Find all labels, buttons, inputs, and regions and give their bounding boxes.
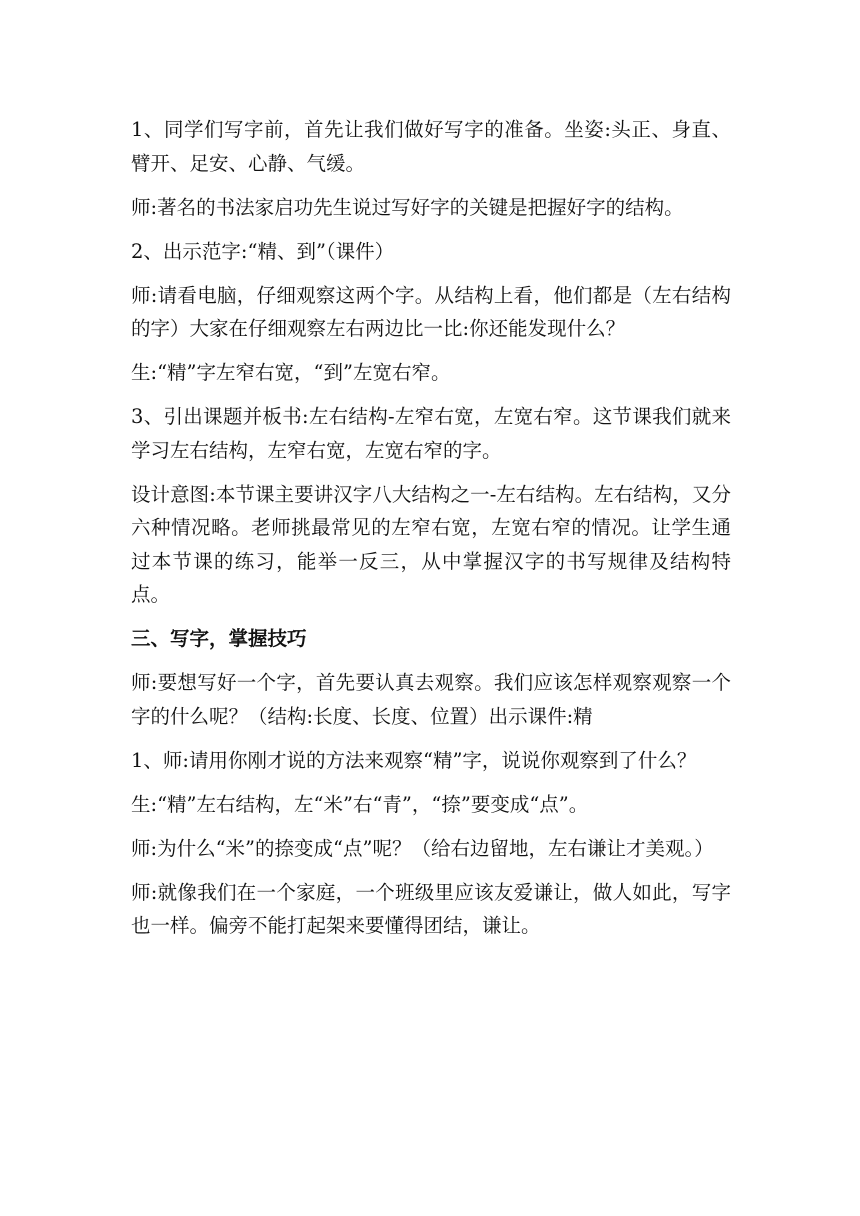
paragraph-4: 师:请看电脑，仔细观察这两个字。从结构上看，他们都是（左右结构的字）大家在仔细观察左右两边比一比:你还能发现什么？ [131, 283, 731, 340]
document-body [131, 113, 731, 953]
paragraph-7: 设计意图:本节课主要讲汉字八大结构之一-左右结构。左右结构，又分六种情况略。老师挑最常见的左窄右宽，左宽右窄的情况。让学生通过本节课的练习，能举一反三，从中掌握汉字的书写规律及结构特点。 [131, 482, 731, 606]
paragraph-5: 生:“精”字左窄右宽，“到”左宽右窄。 [131, 361, 451, 384]
paragraph-12: 师:为什么“米”的捺变成“点”呢？（给右边留地，左右谦让才美观。） [131, 836, 714, 860]
paragraph-9: 师:要想写好一个字，首先要认真去观察。我们应该怎样观察观察一个字的什么呢？（结构:长度、长度、位置）出示课件:精 [131, 671, 731, 728]
paragraph-10: 1、师:请用你刚才说的方法来观察“精”字，说说你观察到了什么？ [131, 748, 697, 772]
paragraph-6: 3、引出课题并板书:左右结构-左窄右宽，左宽右窄。这节课我们就来学习左右结构，左窄右宽，左宽右窄的字。 [131, 405, 731, 462]
paragraph-3: 2、出示范字:“精、到”（课件） [131, 239, 395, 263]
paragraph-2: 师:著名的书法家启功先生说过写好字的关键是把握好字的结构。 [131, 195, 684, 219]
paragraph-11: 生:“精”左右结构，左“米”右“青”，“捺”要变成“点”。 [131, 792, 589, 816]
paragraph-1: 1、同学们写字前，首先让我们做好写字的准备。坐姿:头正、身直、臂开、足安、心静、气缓。 [131, 118, 731, 175]
paragraph-13: 师:就像我们在一个家庭，一个班级里应该友爱谦让，做人如此，写字也一样。偏旁不能打起架来要懂得团结，谦让。 [131, 880, 731, 937]
section-heading: 三、写字，掌握技巧 [131, 627, 307, 650]
